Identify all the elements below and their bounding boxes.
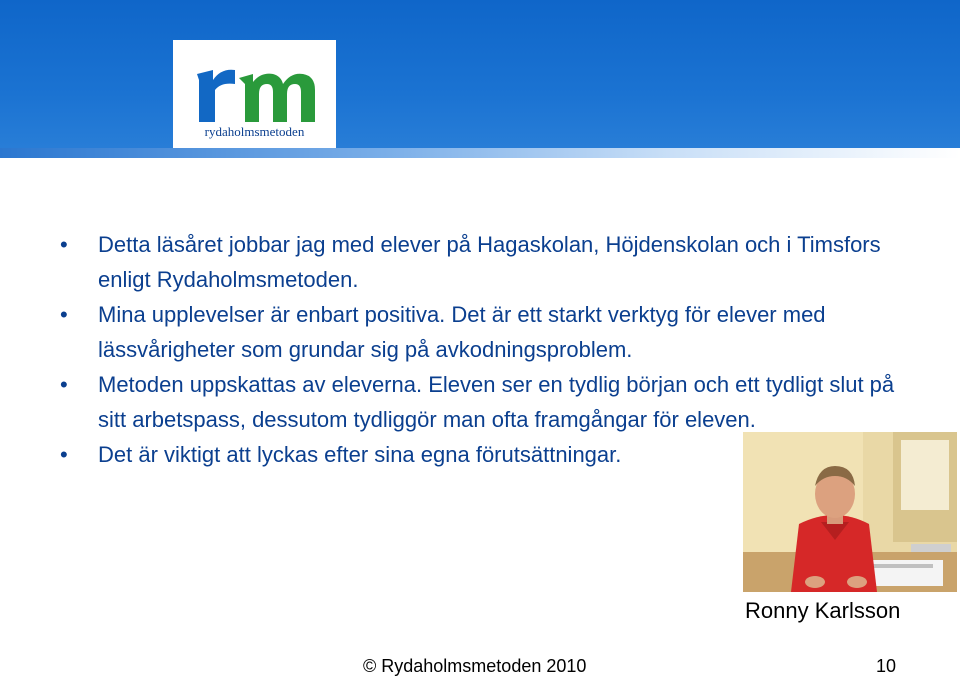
header-banner [0, 0, 960, 157]
bullet-text: Mina upplevelser är enbart positiva. Det är ett starkt verktyg för elever med lässvårigheter som grundar sig på avkodningsproblem. [98, 302, 826, 362]
bullet-dot: • [60, 232, 68, 257]
bullet-dot: • [60, 372, 68, 397]
logo [173, 40, 336, 148]
banner-gradient-stripe [0, 148, 960, 158]
footer-copyright: © Rydaholmsmetoden 2010 [363, 656, 587, 676]
bullet-item [60, 228, 920, 297]
bullet-item [60, 298, 920, 367]
bullet-dot: • [60, 442, 68, 467]
bullet-text: Metoden uppskattas av eleverna. Eleven ser en tydlig början och ett tydligt slut på sitt arbetspass, dessutom tydliggör man ofta framgångar för eleven. [98, 372, 895, 432]
logo-wordmark: rydaholmsmetoden [204, 124, 305, 139]
photo-caption: Ronny Karlsson [745, 598, 901, 623]
portrait-photo [743, 432, 957, 592]
page-number: 10 [876, 656, 897, 676]
bullet-text: Det är viktigt att lyckas efter sina egna förutsättningar. [98, 442, 622, 467]
bullet-dot: • [60, 302, 68, 327]
bullet-text: Detta läsåret jobbar jag med elever på Hagaskolan, Höjdenskolan och i Timsfors enligt Rydaholmsmetoden. [98, 232, 881, 292]
bullet-item [60, 368, 920, 437]
rm-logo-icon [191, 44, 319, 126]
portrait-illustration [743, 432, 957, 592]
